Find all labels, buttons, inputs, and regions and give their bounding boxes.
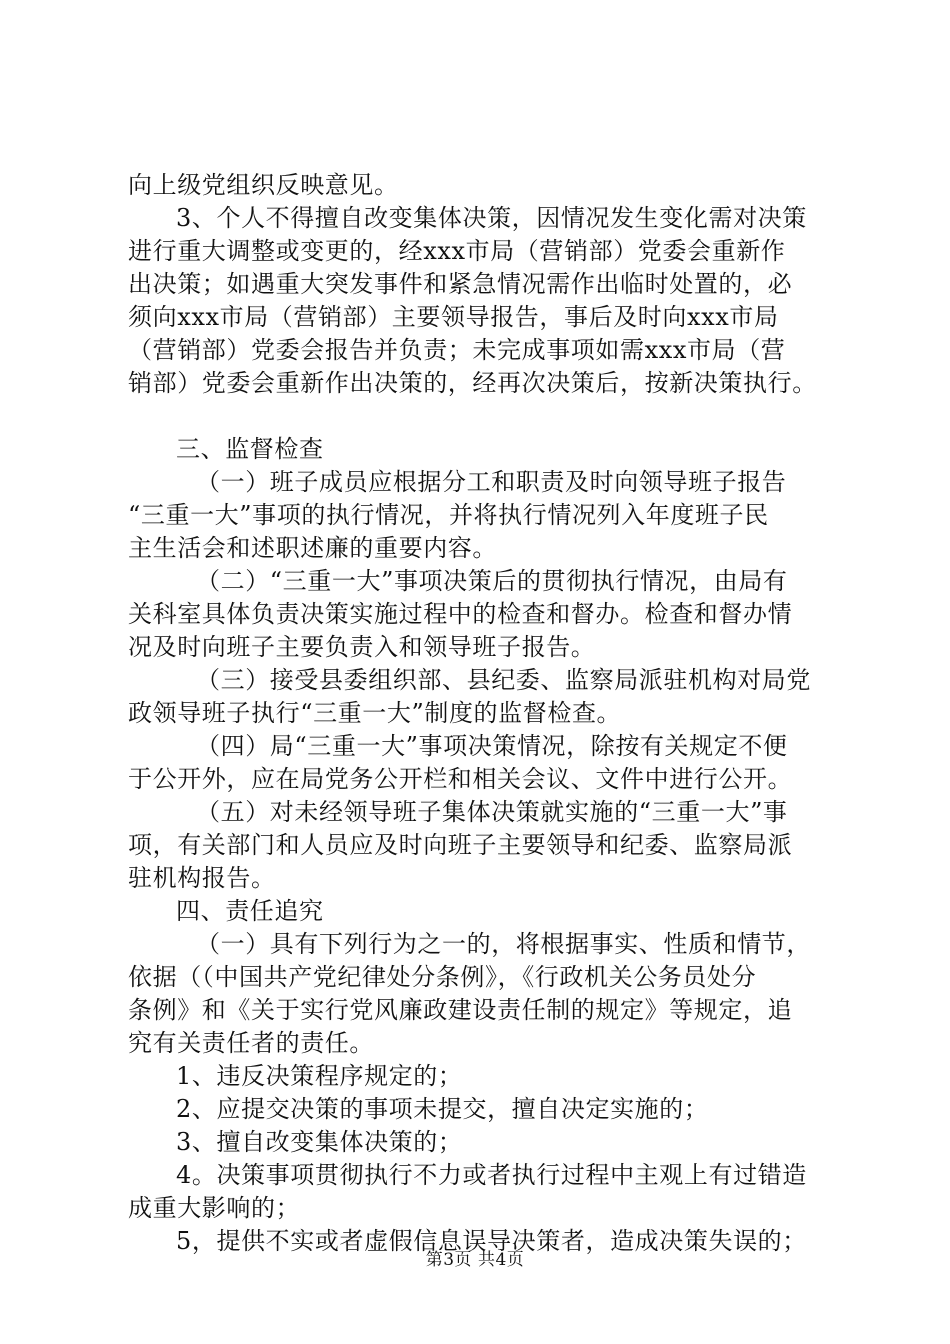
paragraph-line: （一）班子成员应根据分工和职责及时向领导班子报告 — [196, 468, 787, 496]
list-item: 1、违反决策程序规定的； — [176, 1062, 463, 1090]
paragraph-line: 进行重大调整或变更的，经xxx市局（营销部）党委会重新作 — [128, 237, 786, 265]
document-body — [128, 169, 848, 1258]
paragraph-line: （三）接受县委组织部、县纪委、监察局派驻机构对局党 — [196, 666, 811, 694]
paragraph-line: 销部）党委会重新作出决策的，经再次决策后，按新决策执行。 — [128, 369, 817, 397]
paragraph-line: 项，有关部门和人员应及时向班子主要领导和纪委、监察局派 — [128, 831, 793, 859]
paragraph-line: 主生活会和述职述廉的重要内容。 — [128, 534, 497, 562]
paragraph-line: 3、个人不得擅自改变集体决策，因情况发生变化需对决策 — [176, 204, 807, 232]
list-item: 5，提供不实或者虚假信息误导决策者，造成决策失误的； — [176, 1227, 807, 1255]
paragraph-line: 政领导班子执行“三重一大”制度的监督检查。 — [128, 699, 622, 727]
paragraph-line: “三重一大”事项的执行情况，并将执行情况列入年度班子民 — [128, 501, 769, 529]
paragraph-line: 于公开外，应在局党务公开栏和相关会议、文件中进行公开。 — [128, 765, 793, 793]
paragraph-line: 出决策；如遇重大突发事件和紧急情况需作出临时处置的，必 — [128, 270, 793, 298]
paragraph-line: 条例》和《关于实行党风廉政建设责任制的规定》等规定，追 — [128, 996, 793, 1024]
paragraph-line: 究有关责任者的责任。 — [128, 1029, 374, 1057]
paragraph-line: 须向xxx市局（营销部）主要领导报告，事后及时向xxx市局 — [128, 303, 779, 331]
paragraph-line: （四）局“三重一大”事项决策情况，除按有关规定不便 — [196, 732, 788, 760]
page-number: 第3页 共4页 — [425, 1250, 525, 1270]
paragraph-line: （一）具有下列行为之一的，将根据事实、性质和情节， — [196, 930, 811, 958]
paragraph-line: 驻机构报告。 — [128, 864, 276, 892]
section-heading: 三、监督检查 — [176, 435, 324, 463]
blank-line — [128, 400, 848, 433]
paragraph-line: （营销部）党委会报告并负责；未完成事项如需xxx市局（营 — [128, 336, 786, 364]
paragraph-line: （二）“三重一大”事项决策后的贯彻执行情况，由局有 — [196, 567, 788, 595]
section-heading: 四、责任追究 — [176, 897, 324, 925]
paragraph-line: 向上级党组织反映意见。 — [128, 171, 399, 199]
paragraph-line: 依据（（中国共产党纪律处分条例》，《行政机关公务员处分 — [128, 963, 757, 991]
paragraph-line: 成重大影响的； — [128, 1194, 301, 1222]
list-item: 3、擅自改变集体决策的； — [176, 1128, 463, 1156]
paragraph-line: （五）对未经领导班子集体决策就实施的“三重一大”事 — [196, 798, 788, 826]
list-item: 2、应提交决策的事项未提交，擅自决定实施的； — [176, 1095, 709, 1123]
paragraph-line: 关科室具体负责决策实施过程中的检查和督办。检查和督办情 — [128, 600, 793, 628]
list-item: 4。决策事项贯彻执行不力或者执行过程中主观上有过错造 — [176, 1161, 807, 1189]
paragraph-line: 况及时向班子主要负责入和领导班子报告。 — [128, 633, 596, 661]
